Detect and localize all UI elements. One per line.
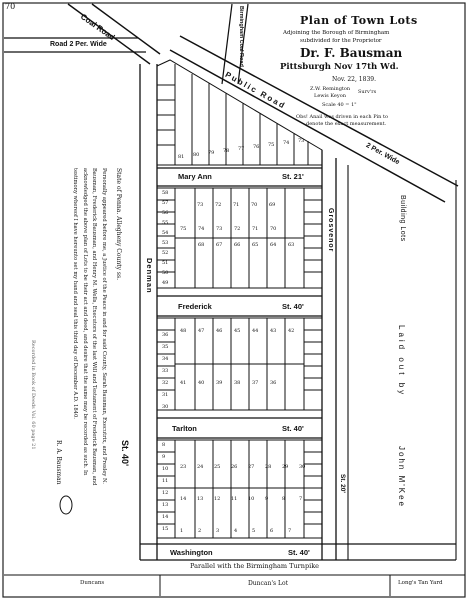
street-tarlton-width: St. 40' <box>282 424 304 433</box>
lot-number: 4 <box>234 528 238 534</box>
lot-number: 15 <box>162 526 169 532</box>
lot-number: 73 <box>197 202 204 208</box>
lot-number: 72 <box>215 202 222 208</box>
lot-number: 70 <box>270 226 277 232</box>
lot-number: 73 <box>216 226 223 232</box>
duncans-left-label: Duncans <box>80 580 105 586</box>
lot-number: 46 <box>216 328 223 334</box>
lot-number: 23 <box>180 464 187 470</box>
lot-number: 71 <box>233 202 240 208</box>
certificate-text: Personally appeared before me, a Justice of the Peace in and for said County, Sarah Bausman, Executrix, and Presley N. Bausman, Frederick Bausman, and Henry M. Wells, Executors of the last Will and Testament of Frederick Bausman, and acknowledged the above plan of Lots to be their act and deed, and desire that the same may be recorded as such. In testimony whereof I have hereunto set my hand and seal this third day of December A.D. 1840. <box>72 168 107 486</box>
surveyor1: Z.W. Remington <box>310 86 351 92</box>
grosvenor-label: Grosvenor <box>327 208 334 253</box>
lot-number: 43 <box>270 328 277 334</box>
lot-number: 13 <box>162 502 169 508</box>
lot-number: 27 <box>248 464 255 470</box>
street-mary-ann: Mary Ann <box>178 172 212 181</box>
lot-number: 5 <box>252 528 256 534</box>
corner-number: 70 <box>5 2 16 11</box>
title-line2: Adjoining the Borough of Birmingham <box>283 30 390 36</box>
lot-number: 13 <box>197 496 204 502</box>
surveyors-suffix: Surv'rs <box>358 89 377 95</box>
birmingham-coal-road-label: Birmingham Coal Road <box>238 6 244 67</box>
lot-number: 7 <box>288 528 292 534</box>
scale: Scale 40 = 1" <box>322 102 357 108</box>
lot-number: 75 <box>268 142 275 148</box>
lot-number: 33 <box>162 368 169 374</box>
lot-number: 36 <box>270 380 277 386</box>
lot-number: 14 <box>162 514 169 520</box>
lot-number: 6 <box>270 528 274 534</box>
lot-number: 74 <box>283 140 290 146</box>
proprietor: Dr. F. Bausman <box>300 46 403 60</box>
lot-number: 40 <box>198 380 205 386</box>
st-40-left-label: St. 40' <box>120 440 130 467</box>
lot-number: 71 <box>252 226 259 232</box>
public-road-label: Public Road <box>223 70 288 111</box>
lot-number: 76 <box>253 144 260 150</box>
street-tarlton: Tarlton <box>172 424 197 433</box>
lot-number: 8 <box>162 442 166 448</box>
road-2per-label: Road 2 Per. Wide <box>50 41 107 48</box>
certificate-heading: State of Penna. Allegheny County ss. <box>115 168 122 280</box>
lot-number: 66 <box>234 242 241 248</box>
lot-number: 35 <box>162 344 169 350</box>
lot-number: 56 <box>162 210 169 216</box>
lot-number: 11 <box>162 478 169 484</box>
note-line2: denote the exact measurement. <box>306 121 387 127</box>
lot-number: 41 <box>180 380 187 386</box>
lot-number: 72 <box>234 226 241 232</box>
parallel-label: Parallel with the Birmingham Turnpike <box>190 562 319 570</box>
lot-number: 38 <box>234 380 241 386</box>
lot-number: 24 <box>197 464 204 470</box>
lot-number: 26 <box>231 464 238 470</box>
lot-number: 12 <box>214 496 221 502</box>
bottom-lots <box>4 575 465 596</box>
john-mkee-label: John M'Kee <box>397 446 406 508</box>
lot-number: 64 <box>270 242 277 248</box>
lot-number: 1 <box>180 528 184 534</box>
street-mary-ann-width: St. 21' <box>282 172 304 181</box>
lot-number: 7 <box>299 496 303 502</box>
lot-number: 74 <box>198 226 205 232</box>
lot-number: 10 <box>248 496 255 502</box>
coal-road-label: Coal Road <box>78 12 117 43</box>
longs-tan-yard-label: Long's Tan Yard <box>398 580 443 586</box>
location: Pittsburgh Nov 17th Wd. <box>280 62 399 72</box>
lot-number: 32 <box>162 380 169 386</box>
st-20-right-label: St. 20' <box>339 474 346 493</box>
lot-number: 11 <box>231 496 238 502</box>
lot-number: 77 <box>238 146 245 152</box>
lot-number: 42 <box>288 328 295 334</box>
lot-number: 50 <box>162 270 169 276</box>
building-lots-label: Building Lots <box>399 195 406 242</box>
lot-number: 30 <box>162 404 169 410</box>
lot-number: 53 <box>162 240 169 246</box>
lot-number: 63 <box>288 242 295 248</box>
street-washington-width: St. 40' <box>288 548 310 557</box>
date: Nov. 22, 1839. <box>332 76 376 83</box>
lot-number: 73 <box>298 138 305 144</box>
lot-number: 44 <box>252 328 259 334</box>
lot-number: 80 <box>193 152 200 158</box>
lot-number: 78 <box>223 148 230 154</box>
lot-number: 10 <box>162 466 169 472</box>
lot-number: 47 <box>198 328 205 334</box>
lot-number: 68 <box>198 242 205 248</box>
denman-street <box>140 64 157 560</box>
lot-number: 45 <box>234 328 241 334</box>
lot-number: 81 <box>178 154 185 160</box>
lot-number: 58 <box>162 190 169 196</box>
lot-number: 55 <box>162 220 169 226</box>
street-frederick-width: St. 40' <box>282 302 304 311</box>
lot-number: 75 <box>180 226 187 232</box>
lot-number: 28 <box>265 464 272 470</box>
lot-number: 54 <box>162 230 169 236</box>
lot-number: 31 <box>162 392 169 398</box>
lot-number: 39 <box>216 380 223 386</box>
lot-number: 65 <box>252 242 259 248</box>
lot-number: 70 <box>251 202 258 208</box>
surveyor2: Lewis Keyon <box>314 93 346 99</box>
lot-number: 25 <box>214 464 221 470</box>
lot-number: 36 <box>162 332 169 338</box>
lot-number: 57 <box>162 200 169 206</box>
note-line1: Obs! Anail was driven in each Pin to <box>296 114 389 120</box>
street-frederick: Frederick <box>178 302 212 311</box>
pencil-note: Recorded in Book of Deeds Vol. 60 page 21 <box>30 340 36 450</box>
denman-label: Denman <box>145 258 154 294</box>
duncans-lot-label: Duncan's Lot <box>248 580 288 587</box>
lot-number: 69 <box>269 202 276 208</box>
lot-number: 14 <box>180 496 187 502</box>
block-4 <box>157 440 322 538</box>
lot-number: 49 <box>162 280 169 286</box>
lot-number: 9 <box>265 496 269 502</box>
lot-number: 67 <box>216 242 223 248</box>
lot-number: 12 <box>162 490 169 496</box>
lot-number: 48 <box>180 328 187 334</box>
lot-number: 29 <box>282 464 289 470</box>
lot-number: 52 <box>162 250 169 256</box>
notary-seal <box>60 496 72 514</box>
laid-out-by-label: Laid out by <box>397 325 406 398</box>
lot-number: 79 <box>208 150 215 156</box>
lot-number: 3 <box>216 528 220 534</box>
signature: R. A. Bausman <box>55 440 62 485</box>
lot-number: 8 <box>282 496 286 502</box>
block-2 <box>157 188 322 288</box>
per-wide-label: 2 Per. Wide <box>364 142 401 167</box>
title-line1: Plan of Town Lots <box>300 14 418 27</box>
lot-number: 9 <box>162 454 166 460</box>
lot-number: 34 <box>162 356 169 362</box>
lot-number: 37 <box>252 380 259 386</box>
title-line3: subdivided for the Proprietor <box>300 38 382 44</box>
lot-number: 2 <box>198 528 202 534</box>
street-washington: Washington <box>170 548 213 557</box>
lot-number: 51 <box>162 260 169 266</box>
lot-number: 30 <box>299 464 306 470</box>
